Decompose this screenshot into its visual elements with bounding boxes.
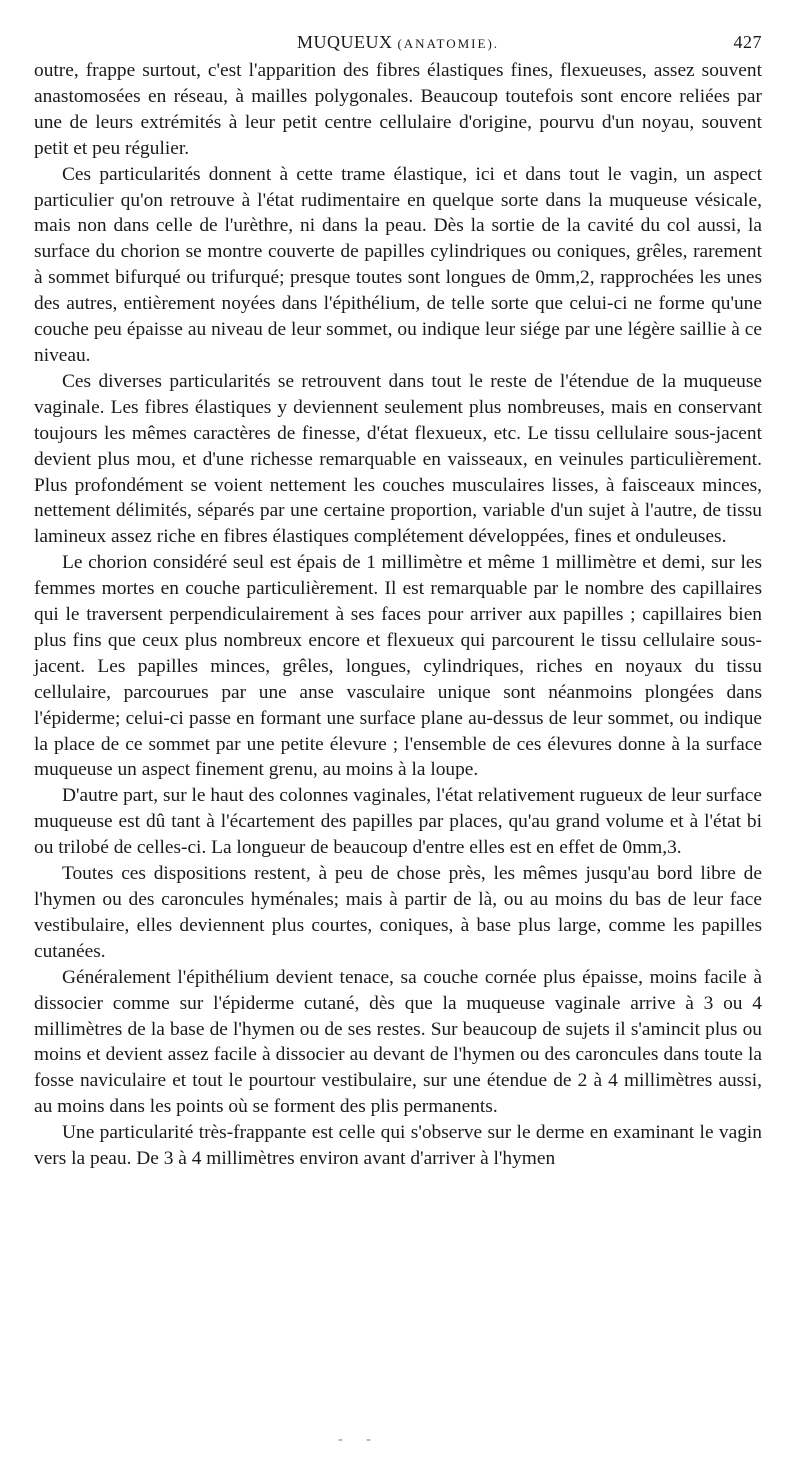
page-number: 427 — [733, 32, 762, 52]
paragraph-7: Généralement l'épithélium devient tenace, sa couche cornée plus épaisse, moins facile à dissocier comme sur l'épiderme cutané, dès que la muqueuse vaginale arrive à 3 ou 4 millimètres de la base de l'hymen ou de ses restes. Sur beaucoup de sujets il s'amincit plus ou moins et devient assez facile à dissocier au devant de l'hymen ou des caroncules dans toute la fosse naviculaire et tout le pourtour vestibulaire, sur une étendue de 2 à 4 millimètres aussi, au moins dans les points où se forment des plis permanents. — [34, 966, 762, 1118]
paragraph-5: D'autre part, sur le haut des colonnes vaginales, l'état relativement rugueux de leur surface muqueuse est dû tant à l'écartement des papilles par places, qu'au grand volume et à l'état bi ou trilobé de celles-ci. La longueur de beaucoup d'entre elles est en effet de 0mm,3. — [34, 785, 762, 859]
paragraph-2: Ces particularités donnent à cette trame élastique, ici et dans tout le vagin, un aspect particulier qu'on retrouve à l'état rudimentaire en quelque sorte dans la muqueuse vésicale, mais non dans celle de l'urèthre, ni dans la peau. Dès la sortie de la cavité du col aussi, la surface du chorion se montre couverte de papilles cylindriques ou coniques, grêles, rarement à sommet bifurqué ou trifurqué; presque toutes sont longues de 0mm,2, rapprochées les unes des autres, entièrement noyées dans l'épithélium, de telle sorte que celui-ci ne forme qu'une couche peu épaisse au niveau de leur sommet, ou indique leur siége par une légère saillie à ce niveau. — [34, 163, 762, 366]
running-head — [34, 30, 762, 58]
document-page — [34, 30, 762, 1172]
paragraph-4: Le chorion considéré seul est épais de 1 millimètre et même 1 millimètre et demi, sur les femmes mortes en couche particulièrement. Il est remarquable par le nombre des capillaires qui le traversent perpendiculairement à ses faces pour arriver aux papilles ; capillaires bien plus fins que ceux plus nombreux encore et flexueux qui parcourent le tissu cellulaire sous-jacent. Les papilles minces, grêles, longues, cylindriques, riches en noyaux du tissu cellulaire, parcourues par une anse vasculaire unique sont néanmoins plongées dans l'épiderme; celui-ci passe en formant une surface plane au-dessus de leur sommet, ou indique la place de ce sommet par une petite élevure ; l'ensemble de ces élevures donne à la surface muqueuse un aspect finement grenu, au moins à la loupe. — [34, 552, 762, 781]
running-title — [34, 32, 762, 53]
paragraph-8: Une particularité très-frappante est celle qui s'observe sur le derme en examinant le vagin vers la peau. De 3 à 4 millimètres environ avant d'arriver à l'hymen — [34, 1122, 762, 1170]
body-text — [34, 58, 762, 1172]
paragraph-1: outre, frappe surtout, c'est l'apparition des fibres élastiques fines, flexueuses, assez souvent anastomosées en réseau, à mailles polygonales. Beaucoup toutefois sont encore reliées par une de leurs extrémités à leur petit centre cellulaire d'origine, pourvu d'un noyau, souvent petit et peu régulier. — [34, 60, 762, 159]
paragraph-3: Ces diverses particularités se retrouvent dans tout le reste de l'étendue de la muqueuse vaginale. Les fibres élastiques y deviennent seulement plus nombreuses, mais en conservant toujours les mêmes caractères de finesse, d'état flexueux, etc. Le tissu cellulaire sous-jacent devient plus mou, et d'une richesse remarquable en vaisseaux, en veinules particulièrement. Plus profondément se voient nettement les couches musculaires lisses, à faisceaux minces, nettement délimités, séparés par une certaine proportion, variable d'un sujet à l'autre, de tissu lamineux assez riche en fibres élastiques complétement développées, fines et onduleuses. — [34, 370, 762, 548]
footer-marks: - - — [338, 1432, 381, 1447]
running-title-sub: (ANATOMIE). — [397, 36, 500, 51]
paragraph-6: Toutes ces dispositions restent, à peu de chose près, les mêmes jusqu'au bord libre de l'hymen ou des caroncules hyménales; mais à partir de là, ou au moins du bas de leur face vestibulaire, elles deviennent plus courtes, coniques, à base plus large, comme les papilles cutanées. — [34, 863, 762, 962]
running-title-main: MUQUEUX — [296, 32, 393, 52]
